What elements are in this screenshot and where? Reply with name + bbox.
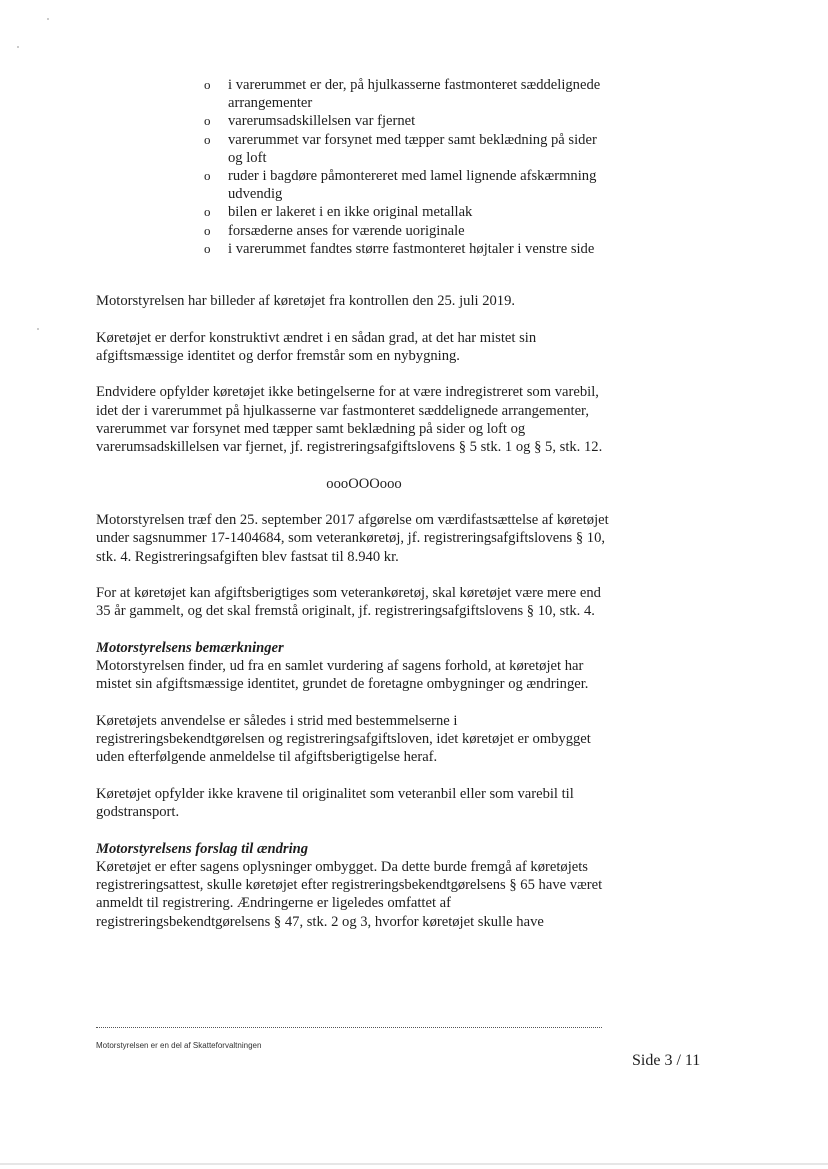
section-heading-remarks: Motorstyrelsens bemærkninger — [96, 639, 284, 656]
bullet-marker: o — [204, 113, 211, 129]
bullet-marker: o — [204, 77, 211, 92]
section-heading-proposal: Motorstyrelsens forslag til ændring — [96, 840, 309, 857]
paragraph-varebil: Endvidere opfylder køretøjet ikke betingelserne for at være indregistreret som varebil, idet der i varerummet på hjulkasserne var fastmonteret sæddelignede arrangementer, varerummet var forsynet med tæpper samt beklædning på sider og loft og varerumsadskillelsen var fjernet, jf. registreringsafgiftslovens § 5 stk. 1 og § 5, stk. 12. — [96, 384, 603, 455]
paragraph-veteran-requirement: For at køretøjet kan afgiftsberigtiges som veterankøretøj, skal køretøjet være mere end 35 år gammelt, og det skal fremstå originalt, jf. registreringsafgiftslovens § 10, stk. 4. — [96, 585, 601, 620]
paragraph-usage: Køretøjets anvendelse er således i strid med bestemmelserne i registreringsbekendtgørelsen og registreringsafgiftsloven, idet køretøjet er ombygget uden efterfølgende anmeldelse til afgiftsberigtigelse heraf. — [96, 712, 591, 766]
list-item-text: forsæderne anses for værende uoriginale — [228, 222, 465, 239]
page-edge — [0, 1163, 828, 1165]
section-separator: oooOOOooo — [326, 475, 402, 492]
bullet-marker: o — [204, 240, 211, 256]
footer-divider — [96, 1027, 602, 1028]
scan-speck — [37, 328, 39, 330]
list-item — [200, 240, 610, 258]
paragraph-assessment: Motorstyrelsen finder, ud fra en samlet vurdering af sagens forhold, at køretøjet har mistet sin afgiftsmæssige identitet, grundet de foretagne ombygninger og ændringer. — [96, 658, 589, 693]
list-item — [200, 222, 610, 240]
paragraph-conclusion: Køretøjet er derfor konstruktivt ændret i en sådan grad, at det har mistet sin afgiftsmæssige identitet og derfor fremstår som en nybygning. — [96, 329, 537, 364]
list-item-text: i varerummet er der, på hjulkasserne fastmonteret sæddelignede arrangementer — [228, 77, 601, 112]
paragraph-decision: Motorstyrelsen træf den 25. september 2017 afgørelse om værdifastsættelse af køretøjet under sagsnummer 17-1404684, som veterankøretøj, jf. registreringsafgiftslovens § 10, stk. 4. Registreringsafgiften blev fastsat til 8.940 kr. — [96, 512, 609, 565]
scan-speck — [17, 46, 19, 48]
paragraph-originality: Køretøjet opfylder ikke kravene til originalitet som veteranbil eller som varebil til godstransport. — [96, 785, 574, 821]
list-item-text: i varerummet fandtes større fastmonteret højtaler i venstre side — [228, 240, 595, 257]
bullet-marker: o — [204, 131, 211, 147]
page-number: Side 3 / 11 — [632, 1052, 701, 1069]
list-item — [200, 112, 610, 130]
list-item-text: bilen er lakeret i en ikke original metallak — [228, 204, 473, 221]
list-item — [200, 167, 610, 203]
footer-note: Motorstyrelsen er en del af Skatteforvaltningen — [96, 1041, 262, 1050]
bullet-list — [200, 76, 610, 258]
scan-speck — [47, 18, 49, 20]
body-text — [96, 292, 616, 931]
list-item — [200, 76, 610, 112]
list-item — [200, 203, 610, 221]
paragraph-proposal: Køretøjet er efter sagens oplysninger ombygget. Da dette burde fremgå af køretøjets registreringsattest, skulle køretøjet efter registreringsbekendtgørelsens § 65 have været anmeldt til registrering. Ændringerne er ligeledes omfattet af registreringsbekendtgørelsens § 47, stk. 2 og 3, hvorfor køretøjet skulle have — [96, 858, 603, 930]
list-item-text: varerumsadskillelsen var fjernet — [228, 113, 416, 130]
list-item-text: varerummet var forsynet med tæpper samt beklædning på sider og loft — [228, 131, 597, 166]
list-item-text: ruder i bagdøre påmontereret med lamel lignende afskærmning udvendig — [228, 168, 597, 203]
bullet-marker: o — [204, 222, 211, 238]
bullet-marker: o — [204, 168, 211, 184]
bullet-marker: o — [204, 204, 211, 220]
paragraph-photos: Motorstyrelsen har billeder af køretøjet fra kontrollen den 25. juli 2019. — [96, 293, 516, 309]
list-item — [200, 131, 610, 167]
